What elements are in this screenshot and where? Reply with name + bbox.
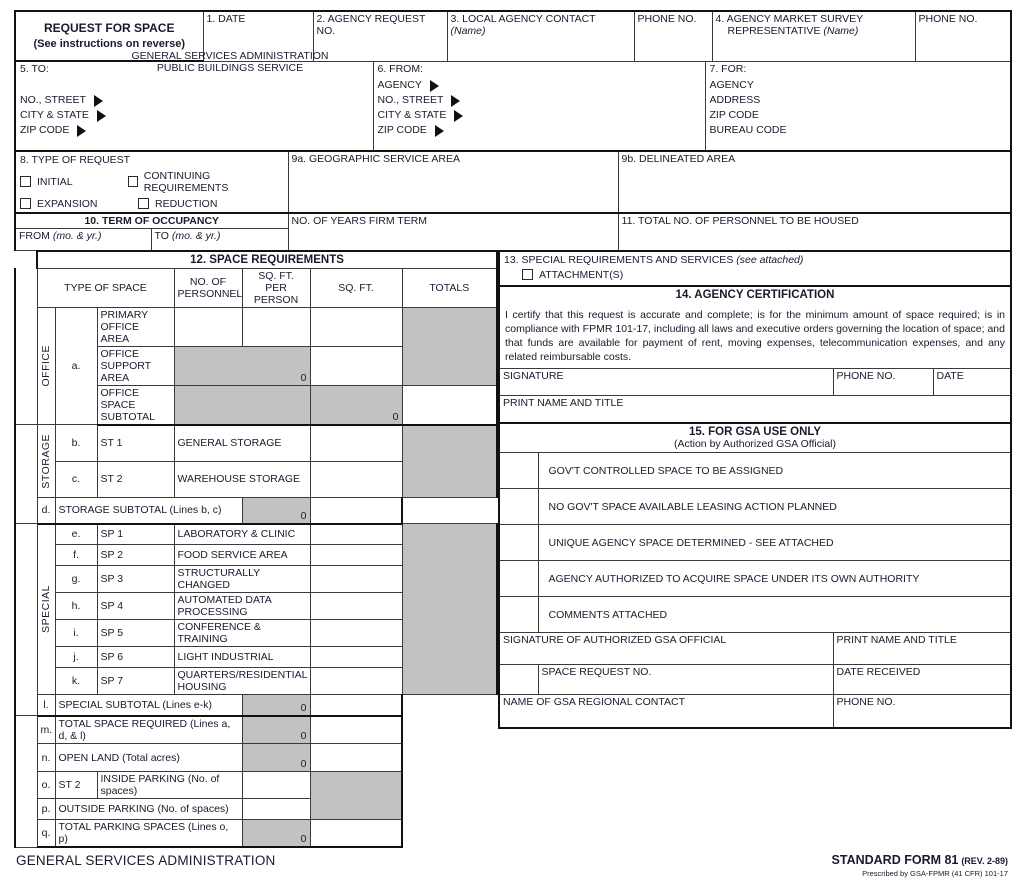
field-gsa-print-name-label: PRINT NAME AND TITLE [836,634,957,647]
field-market-survey-phone[interactable] [915,11,1011,61]
row-letter-j: j. [55,647,97,668]
row-letter-m: m. [37,716,55,744]
cell-o-sqft[interactable] [242,772,310,799]
field-type-of-request-label: 8. TYPE OF REQUEST [20,153,131,166]
field-gsa-regional-contact[interactable] [499,695,833,728]
to-org-line1: GENERAL SERVICES ADMINISTRATION [131,50,329,62]
cell-d-total[interactable] [310,498,402,524]
cell-p-sqft[interactable] [242,799,310,820]
cell-office-subtotal-total[interactable] [402,385,497,425]
storage-group-spacer [15,425,37,524]
row-k-name: QUARTERS/RESIDENTIAL HOUSING [174,668,310,695]
arrow-icon [451,95,460,107]
field-market-survey-rep-label-l1: 4. AGENCY MARKET SURVEY [715,13,864,25]
field-local-agency-contact-label: 3. LOCAL AGENCY CONTACT (Name) [450,13,596,37]
row-c-code: ST 2 [97,461,174,498]
row-h-name: AUTOMATED DATA PROCESSING [174,593,310,620]
cell-storage-totals-shaded [402,425,497,498]
field-agency-signature[interactable] [499,369,833,396]
footer-prescribed-by: Prescribed by GSA-FPMR (41 CFR) 101-17 [862,869,1008,878]
field-space-request-no-a[interactable] [499,665,538,695]
row-letter-l: l. [37,695,55,716]
row-letter-g: g. [55,566,97,593]
gsa-action-checkbox-4[interactable] [499,597,538,633]
cell-c-sqft[interactable] [310,461,402,498]
field-agency-print-name[interactable] [499,396,1011,423]
gsa-use-only-title [499,423,1011,453]
cell-office-support-value: 0 [174,346,310,385]
form-title: REQUEST FOR SPACE [44,20,175,35]
footer-form-revision: (REV. 2-89) [961,856,1008,866]
checkbox-reduction-label: REDUCTION [155,197,218,210]
field-space-request-no-label: SPACE REQUEST NO. [541,666,652,679]
gsa-action-label-4: COMMENTS ATTACHED [538,597,1011,633]
row-letter-k: k. [55,668,97,695]
field-gsa-print-name[interactable] [833,633,1011,665]
col-no-of-personnel: NO. OF PERSONNEL [174,268,242,307]
for-line-bureau-code: BUREAU CODE [709,124,787,136]
group-label-storage: STORAGE [37,425,55,498]
term-of-occupancy-header [15,213,288,229]
field-total-personnel[interactable] [618,213,1011,251]
row-h-code: SP 4 [97,593,174,620]
field-gsa-regional-contact-label: NAME OF GSA REGIONAL CONTACT [503,696,686,709]
field-local-contact-phone-label: PHONE NO. [637,13,697,25]
row-j-code: SP 6 [97,647,174,668]
row-j-name: LIGHT INDUSTRIAL [174,647,310,668]
checkbox-continuing-requirements[interactable] [128,170,284,194]
row-q-name: TOTAL PARKING SPACES (Lines o, p) [55,820,242,848]
row-letter-p: p. [37,799,55,820]
field-to-label: 5. TO: [20,63,49,75]
cell-e-sqft[interactable] [310,524,402,545]
from-line-street: NO., STREET [378,93,701,108]
certification-panel [498,250,1010,849]
checkbox-icon[interactable] [522,269,533,280]
field-local-agency-contact[interactable] [447,11,634,61]
field-agency-date-label: DATE [936,370,964,383]
field-special-requirements[interactable] [499,251,1011,286]
office-group-spacer [15,268,37,425]
row-f-code: SP 2 [97,545,174,566]
main-body [14,250,1010,849]
agency-certification-title: 14. AGENCY CERTIFICATION [499,286,1011,305]
cell-m-value: 0 [242,716,310,744]
totals-group-spacer [15,716,37,848]
field-local-contact-phone[interactable] [634,11,712,61]
field-delineated-area[interactable] [618,151,1011,213]
row-office-support-area-label: OFFICE SUPPORT AREA [97,346,174,385]
right-panel-table [498,250,1012,729]
checkbox-reduction[interactable] [138,198,217,210]
cell-primary-office-personnel[interactable] [174,307,242,346]
gsa-action-checkbox-3[interactable] [499,561,538,597]
row-letter-d: d. [37,498,55,524]
group-label-office: OFFICE [37,307,55,425]
row-b-name: GENERAL STORAGE [174,425,310,462]
cell-special-totals-shaded [402,524,497,695]
term-of-occupancy-title: 10. TERM OF OCCUPANCY [84,214,220,227]
cell-office-support-sqft[interactable] [310,346,402,385]
row-p-name: OUTSIDE PARKING (No. of spaces) [55,799,242,820]
field-term-from[interactable] [15,228,151,250]
field-geographic-service-area[interactable] [288,151,618,213]
checkbox-initial-label: INITIAL [37,175,73,188]
field-agency-print-name-label: PRINT NAME AND TITLE [503,397,624,410]
from-line-agency: AGENCY [378,78,701,93]
field-type-of-request [15,151,288,213]
to-line-city-state: CITY & STATE [20,108,369,123]
checkbox-attachments-label: ATTACHMENT(S) [539,268,624,281]
field-gsa-signature-label: SIGNATURE OF AUTHORIZED GSA OFFICIAL [503,634,727,647]
row-i-name: CONFERENCE & TRAINING [174,620,310,647]
row-letter-b: b. [55,425,97,462]
arrow-icon [97,110,106,122]
cell-m-total[interactable] [310,716,402,744]
row-letter-f: f. [55,545,97,566]
field-term-to[interactable] [151,228,288,250]
field-agency-date[interactable] [933,369,1011,396]
row-primary-office-area-label: PRIMARY OFFICE AREA [97,307,174,346]
arrow-icon [430,80,439,92]
from-line-zip: ZIP CODE [378,123,701,138]
field-total-personnel-label: 11. TOTAL NO. OF PERSONNEL TO BE HOUSED [621,214,859,227]
field-agency-request-no-label: 2. AGENCY REQUEST NO. [316,13,426,37]
checkbox-icon[interactable] [20,198,31,209]
field-years-firm-term-label: NO. OF YEARS FIRM TERM [291,214,428,227]
arrow-icon [435,125,444,137]
row-letter-a: a. [55,307,97,425]
request-type-and-area-block [14,150,1012,213]
row-f-name: FOOD SERVICE AREA [174,545,310,566]
cell-l-total[interactable] [310,695,402,716]
cell-primary-office-sqft-per-person[interactable] [242,307,310,346]
field-years-firm-term[interactable] [288,213,618,251]
form-subtitle: (See instructions on reverse) [33,37,186,50]
row-d-name: STORAGE SUBTOTAL (Lines b, c) [55,498,242,524]
row-i-code: SP 5 [97,620,174,647]
field-term-to-label: TO (mo. & yr.) [154,229,221,242]
cell-q-total[interactable] [310,820,402,848]
cell-office-subtotal-value: 0 [310,385,402,425]
field-space-request-no[interactable] [538,665,833,695]
col-totals: TOTALS [402,268,497,307]
gsa-action-checkbox-0[interactable] [499,453,538,489]
field-agency-phone[interactable] [833,369,933,396]
group-label-special: SPECIAL [37,524,55,695]
field-agency-signature-label: SIGNATURE [503,370,564,383]
field-from[interactable] [373,61,705,150]
col-sqft-per-person: SQ. FT. PER PERSON [242,268,310,307]
gsa-action-label-3: AGENCY AUTHORIZED TO ACQUIRE SPACE UNDER ITS OWN AUTHORITY [538,561,1011,597]
term-of-occupancy-block [14,212,1012,251]
form-footer [14,848,1010,878]
checkbox-expansion-label: EXPANSION [37,197,98,210]
field-agency-phone-label: PHONE NO. [836,370,896,383]
field-date-label: 1. DATE [206,13,246,25]
row-c-name: WAREHOUSE STORAGE [174,461,310,498]
space-requirements-panel [14,250,498,849]
field-from-label: 6. FROM: [377,63,424,75]
row-letter-h: h. [55,593,97,620]
arrow-icon [77,125,86,137]
cell-g-sqft[interactable] [310,566,402,593]
footer-form-info [832,853,1008,878]
cell-primary-office-sqft[interactable] [310,307,402,346]
cell-n-value: 0 [242,744,310,772]
space-requirements-title: 12. SPACE REQUIREMENTS [37,251,497,269]
footer-agency-name: GENERAL SERVICES ADMINISTRATION [16,853,276,868]
field-gsa-signature[interactable] [499,633,833,665]
field-market-survey-rep-label-l2: REPRESENTATIVE (Name) [727,25,859,37]
row-office-subtotal-label: OFFICE SPACE SUBTOTAL [97,385,174,425]
to-from-for-block [14,50,1012,151]
cell-office-subtotal-shaded [174,385,310,425]
row-m-name: TOTAL SPACE REQUIRED (Lines a, d, & l) [55,716,242,744]
checkbox-attachments[interactable] [504,269,1006,281]
gsa-use-only-title-l1: 15. FOR GSA USE ONLY [688,425,822,438]
cell-b-sqft[interactable] [310,425,402,462]
field-gsa-regional-phone[interactable] [833,695,1011,728]
field-for[interactable] [705,61,1011,150]
to-line-zip: ZIP CODE [20,123,369,138]
special-group-spacer [15,524,37,716]
row-letter-e: e. [55,524,97,545]
checkbox-icon[interactable] [20,176,31,187]
row-o-code: ST 2 [55,772,97,799]
cell-i-sqft[interactable] [310,620,402,647]
for-line-address: ADDRESS [709,94,761,106]
footer-form-number-line [832,853,1008,868]
checkbox-icon[interactable] [138,198,149,209]
arrow-icon [94,95,103,107]
row-e-code: SP 1 [97,524,174,545]
cell-j-sqft[interactable] [310,647,402,668]
gsa-action-label-0: GOV'T CONTROLLED SPACE TO BE ASSIGNED [538,453,1011,489]
col-sqft: SQ. FT. [310,268,402,307]
row-k-code: SP 7 [97,668,174,695]
field-geographic-service-area-label: 9a. GEOGRAPHIC SERVICE AREA [291,152,460,165]
field-delineated-area-label: 9b. DELINEATED AREA [621,152,736,165]
row-e-name: LABORATORY & CLINIC [174,524,310,545]
field-date-received-label: DATE RECEIVED [836,666,921,679]
cell-f-sqft[interactable] [310,545,402,566]
to-line-street: NO., STREET [20,93,369,108]
field-market-survey-rep[interactable] [712,11,915,61]
cell-h-sqft[interactable] [310,593,402,620]
row-letter-c: c. [55,461,97,498]
row-n-name: OPEN LAND (Total acres) [55,744,242,772]
gsa-action-label-1: NO GOV'T SPACE AVAILABLE LEASING ACTION PLANNED [538,489,1011,525]
col-type-of-space: TYPE OF SPACE [37,268,174,307]
checkbox-expansion[interactable] [20,198,138,210]
for-line-zip: ZIP CODE [709,109,759,121]
for-line-agency: AGENCY [709,79,754,91]
row-letter-i: i. [55,620,97,647]
cell-parking-totals-shaded [310,772,402,820]
footer-form-number: STANDARD FORM 81 [831,853,959,867]
cell-d-value: 0 [242,498,310,524]
from-line-city-state: CITY & STATE [378,108,701,123]
cell-n-total[interactable] [310,744,402,772]
to-org-line2: PUBLIC BUILDINGS SERVICE [156,62,304,74]
cell-q-value: 0 [242,820,310,848]
field-date-received[interactable] [833,665,1011,695]
agency-certification-body: I certify that this request is accurate and complete; is for the minimum amount of space required; is in compliance with FPMR 101-17, including all laws and executive orders governing the location of space; and that funds are available for payment of rent, moving expenses, telecommunication expenses, and any related reimbursable costs. [499,305,1011,369]
checkbox-continuing-requirements-label: CONTINUING REQUIREMENTS [143,169,229,194]
field-market-survey-phone-label: PHONE NO. [918,13,978,25]
row-g-code: SP 3 [97,566,174,593]
row-o-name: INSIDE PARKING (No. of spaces) [97,772,242,799]
cell-l-value: 0 [242,695,310,716]
gsa-action-label-2: UNIQUE AGENCY SPACE DETERMINED - SEE ATTACHED [538,525,1011,561]
field-for-label: 7. FOR: [709,63,747,75]
cell-office-totals-shaded [402,307,497,385]
field-special-requirements-label: 13. SPECIAL REQUIREMENTS AND SERVICES (see attached) [504,253,804,266]
space-requirements-table [14,250,498,849]
row-b-code: ST 1 [97,425,174,462]
field-to[interactable] [15,50,373,150]
checkbox-icon[interactable] [128,176,138,187]
field-term-from-label: FROM (mo. & yr.) [19,229,102,242]
row-letter-n: n. [37,744,55,772]
row-g-name: STRUCTURALLY CHANGED [174,566,310,593]
gsa-use-only-title-l2: (Action by Authorized GSA Official) [673,437,837,450]
field-gsa-regional-phone-label: PHONE NO. [836,696,896,709]
row-letter-q: q. [37,820,55,848]
gsa-action-checkbox-1[interactable] [499,489,538,525]
arrow-icon [454,110,463,122]
row-letter-o: o. [37,772,55,799]
checkbox-initial[interactable] [20,176,128,188]
gsa-action-checkbox-2[interactable] [499,525,538,561]
cell-k-sqft[interactable] [310,668,402,695]
row-l-name: SPECIAL SUBTOTAL (Lines e-k) [55,695,242,716]
